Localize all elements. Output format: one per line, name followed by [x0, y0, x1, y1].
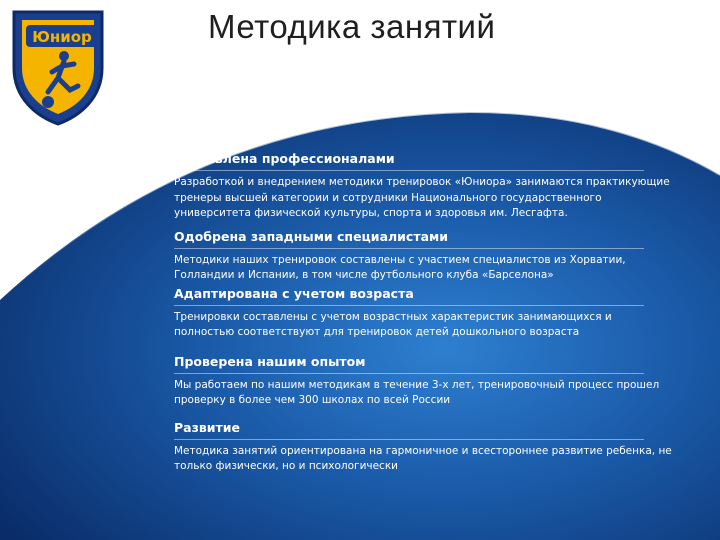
section-text: Методики наших тренировок составлены с участием специалистов из Хорватии, Голландии и Испании, в том числе футбольного клуба «Барселона»: [174, 253, 626, 281]
section-heading: Адаптирована с учетом возраста: [174, 285, 414, 301]
divider: [174, 373, 644, 374]
section-professionals: [174, 150, 674, 222]
section-heading: Проверена нашим опытом: [174, 353, 366, 369]
section-western-specialists: [174, 228, 674, 284]
section-text: Методика занятий ориентирована на гармоничное и всестороннее развитие ребенка, не только физически, но и психологически: [174, 444, 672, 472]
section-text: Мы работаем по нашим методикам в течение 3-х лет, тренировочный процесс прошел проверку в более чем 300 школах по всей России: [174, 378, 660, 406]
page-title: Методика занятий: [208, 8, 496, 45]
section-text: Разработкой и внедрением методики тренировок «Юниора» занимаются практикующие тренеры высшей категории и сотрудники Национального государственного университета физической культуры, спорта и здоровья им. Лесгафта.: [174, 176, 670, 219]
divider: [174, 248, 644, 249]
content-list: [174, 150, 674, 475]
section-heading: Развитие: [174, 419, 241, 435]
section-heading: Одобрена западными специалистами: [174, 228, 448, 244]
section-heading: Составлена профессионалами: [174, 151, 395, 166]
logo-text: Юниор: [32, 28, 92, 46]
section-age-adapted: [174, 285, 674, 341]
section-text: Тренировки составлены с учетом возрастных характеристик занимающихся и полностью соответствуют для тренировок детей дошкольного возраста: [174, 310, 612, 338]
section-experience: [174, 353, 674, 409]
divider: [174, 305, 644, 306]
divider: [174, 439, 644, 440]
section-development: [174, 419, 674, 475]
divider: [174, 170, 644, 171]
club-logo-icon: [8, 6, 108, 128]
